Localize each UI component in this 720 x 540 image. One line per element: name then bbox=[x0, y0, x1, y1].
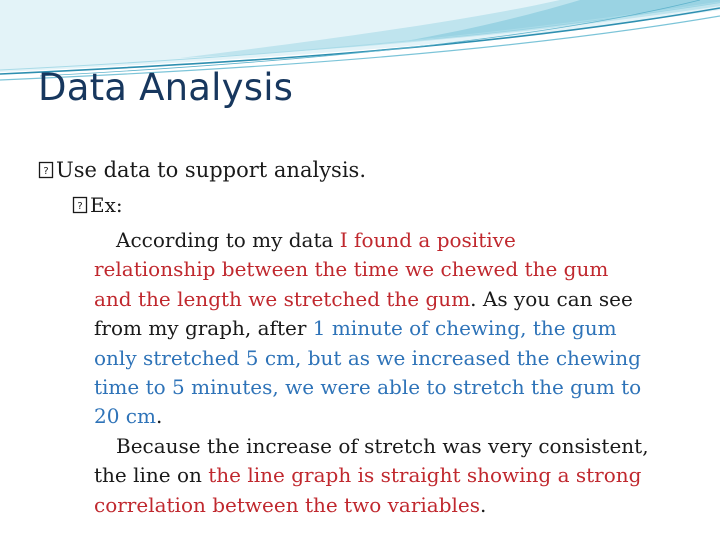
text-run: from my graph, after bbox=[94, 316, 313, 341]
slide-title: Data Analysis bbox=[38, 66, 294, 109]
text-run: correlation between the two variables bbox=[94, 492, 481, 517]
missing-glyph-box-icon bbox=[38, 161, 54, 179]
bullet-sub-text: Ex: bbox=[90, 193, 123, 217]
text-run: . As you can see bbox=[470, 286, 633, 311]
text-run: . bbox=[480, 492, 487, 517]
missing-glyph-box-icon bbox=[72, 196, 88, 214]
text-run: relationship between the time we chewed the gum bbox=[94, 257, 609, 282]
text-run: the line on bbox=[94, 463, 209, 488]
text-run: . bbox=[155, 404, 163, 429]
bullet-main bbox=[38, 158, 366, 182]
text-run: I found a positive bbox=[339, 228, 516, 252]
text-run: 20 cm bbox=[94, 404, 156, 429]
text-run: time to 5 minutes, we were able to stretch the gum to bbox=[94, 375, 642, 400]
analysis-paragraph-2 bbox=[94, 432, 660, 520]
bullet-main-text: Use data to support analysis. bbox=[56, 158, 367, 182]
svg-text:?: ? bbox=[43, 166, 49, 177]
bullet-sub bbox=[72, 193, 123, 217]
svg-text:?: ? bbox=[77, 201, 83, 212]
text-run: According to my data bbox=[116, 228, 340, 252]
text-run: Because the increase of stretch was very consistent, bbox=[116, 433, 649, 458]
text-run: the line graph is straight showing a strong bbox=[208, 463, 642, 488]
analysis-paragraph-1 bbox=[94, 226, 660, 432]
analysis-body bbox=[94, 226, 660, 520]
text-run: 1 minute of chewing, the gum bbox=[312, 316, 617, 341]
text-run: only stretched 5 cm, but as we increased the chewing bbox=[94, 345, 641, 370]
text-run: and the length we stretched the gum bbox=[94, 286, 471, 311]
